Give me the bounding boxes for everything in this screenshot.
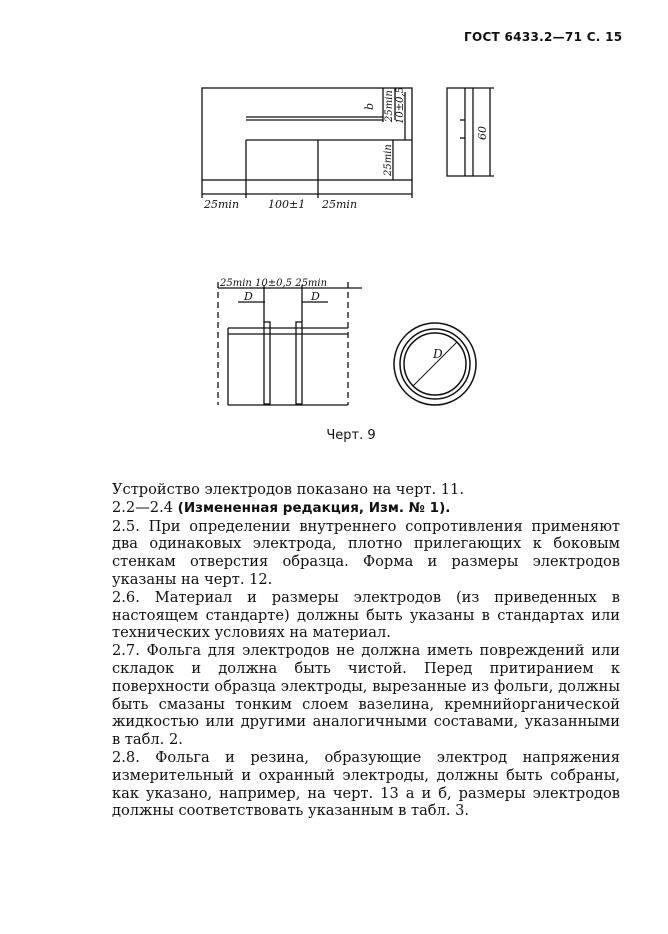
circle-label-d: D: [433, 347, 443, 361]
dim-label-b-height: 25min: [384, 90, 395, 122]
paragraph-2-7: 2.7. Фольга для электродов не должна иметь повреждений или складок и должна быть чистой. Перед притиранием к поверхности образца электроды, вырезанные из фольги, должны быть смазаны тонким слоем вазелина, кремнийорганической жидкостью или другими аналогичными составами, указанными в табл. 2.: [112, 642, 620, 749]
paragraph-2-2-2-4: 2.2—2.4 (Измененная редакция, Изм. № 1).: [112, 498, 451, 516]
dim-label-gap: 100±1: [268, 198, 306, 211]
dim-label-side-height: 60: [476, 126, 489, 140]
paragraph-2-8: 2.8. Фольга и резина, образующие электрод напряжения измерительный и охранный электроды, должны быть собраны, как указано, например, на черт. 13 а и б, размеры электродов должны соответствовать указанным в табл. 3.: [112, 748, 620, 820]
dim-label-lower-height: 25min: [383, 144, 394, 176]
dim-label-right: 25min: [322, 198, 358, 211]
sample-plate-front: [202, 88, 412, 180]
paragraph-2-6: 2.6. Материал и размеры электродов (из приведенных в настоящем стандарте) должны быть указаны в стандартах или технических условиях на материал.: [112, 588, 620, 642]
page-header: ГОСТ 6433.2—71 С. 15: [464, 30, 623, 44]
figure-caption: Черт. 9: [326, 428, 376, 443]
dim-label-bottom: 25min 10±0,5 25min: [220, 278, 328, 289]
dim-label-d-left: D: [244, 290, 253, 303]
body-text: [112, 481, 620, 820]
dim-label-slot: 10±0,5: [395, 86, 406, 124]
dim-label-b: b: [363, 102, 376, 110]
figure-drawing: [0, 0, 668, 430]
paragraph-2-5: 2.5. При определении внутреннего сопротивления применяют два одинаковых электрода, плотно прилегающих к боковым стенкам отверстия образца. Форма и размеры электродов указаны на черт. 12.: [112, 517, 620, 588]
paragraph-intro: Устройство электродов показано на черт. 11.: [112, 481, 464, 498]
dim-label-left: 25min: [204, 198, 240, 211]
sample-plate-side: [447, 88, 473, 176]
dim-label-d-right: D: [311, 290, 320, 303]
